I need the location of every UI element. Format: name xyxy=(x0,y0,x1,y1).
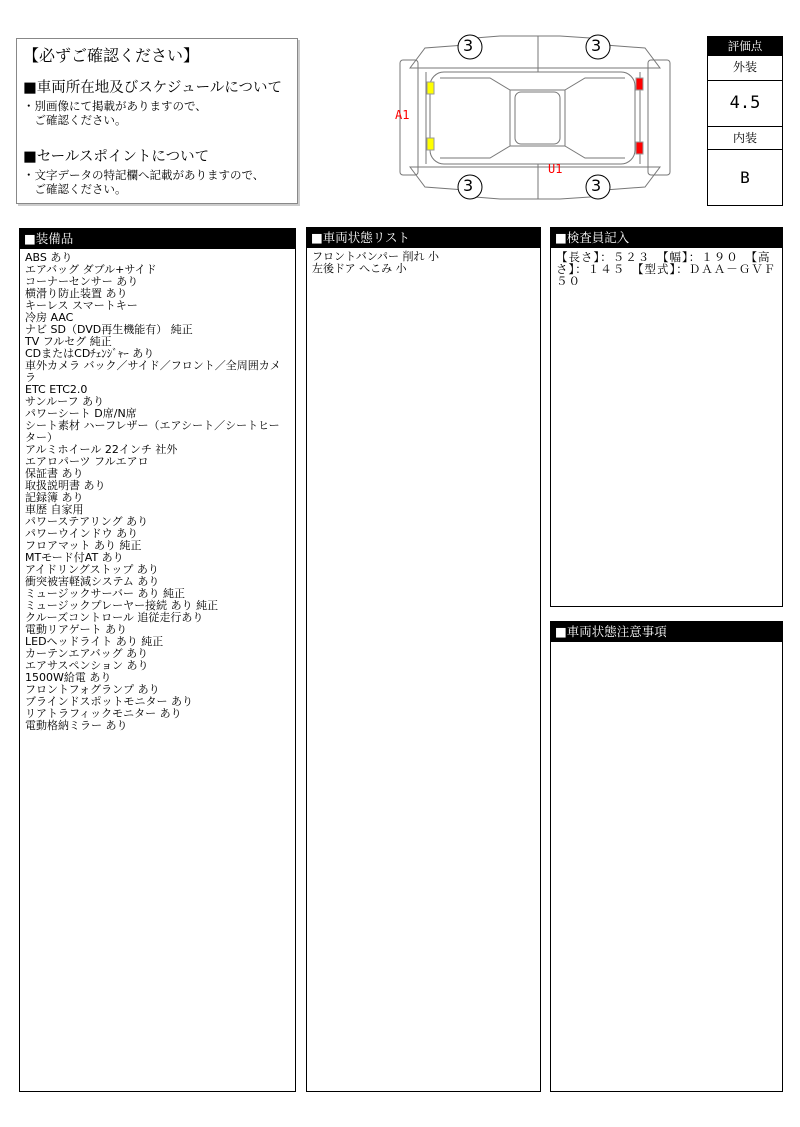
list-item: LEDヘッドライト あり 純正 xyxy=(25,635,164,648)
equipment-list xyxy=(20,249,295,735)
list-item: 電動リアゲート あり xyxy=(25,623,128,636)
notice-title: 【必ずご確認ください】 xyxy=(23,46,200,65)
car-outline-svg xyxy=(390,30,680,205)
inspector-text: 【長さ】：５２３ 【幅】：１９０ 【高さ】：１４５ 【型式】：ＤＡＡ－ＧＶＦ５０ xyxy=(556,250,777,288)
inspector-panel xyxy=(550,227,783,607)
rating-box xyxy=(707,36,783,206)
list-item: 衝突被害軽減システム あり xyxy=(25,575,160,588)
damage-mark-a1: A1 xyxy=(395,108,410,122)
list-item: ミュージックプレーヤー接続 あり 純正 xyxy=(25,599,219,612)
interior-label: 内装 xyxy=(708,127,782,150)
list-item: ABS あり xyxy=(25,251,73,264)
list-item: 1500W給電 あり xyxy=(25,671,112,684)
list-item: キーレス スマートキー xyxy=(25,299,138,312)
exterior-label: 外装 xyxy=(708,56,782,81)
list-item: ミュージックサーバー あり 純正 xyxy=(25,587,186,600)
tire-score-rear-top: 3 xyxy=(591,36,602,55)
notice-box xyxy=(16,38,298,204)
list-item: アイドリングストップ あり xyxy=(25,563,159,576)
list-item: 車外カメラ バック／サイド／フロント／全周囲カメラ xyxy=(25,359,281,384)
list-item: パワーウインドウ あり xyxy=(25,527,139,540)
list-item: カーテンエアバッグ あり xyxy=(25,647,149,660)
condition-list-panel xyxy=(306,227,541,1092)
list-item: 記録簿 あり xyxy=(25,491,84,504)
list-item: サンルーフ あり xyxy=(25,395,105,408)
car-diagram xyxy=(390,30,680,205)
condition-list-header: ■車両状態リスト xyxy=(307,228,540,248)
list-item: TV フルセグ 純正 xyxy=(25,335,112,348)
list-item: エアバッグ ダブル+サイド xyxy=(25,263,157,276)
tire-score-front-top: 3 xyxy=(463,36,474,55)
list-item: 保証書 あり xyxy=(25,467,84,480)
tire-score-front-bottom: 3 xyxy=(463,176,474,195)
equipment-header: ■装備品 xyxy=(20,229,295,249)
notes-header: ■車両状態注意事項 xyxy=(551,622,782,642)
list-item: パワーシート D席/N席 xyxy=(25,407,137,420)
tire-score-rear-bottom: 3 xyxy=(591,176,602,195)
notice-note-salespoint: ・文字データの特記欄へ記載がありますので、 ご確認ください。 xyxy=(23,168,265,196)
list-item: エアロパーツ フルエアロ xyxy=(25,455,149,468)
list-item: MTモード付AT あり xyxy=(25,551,124,564)
list-item: クルーズコントロール 追従走行あり xyxy=(25,611,204,624)
list-item: シート素材 ハーフレザー（エアシート／シートヒーター） xyxy=(25,419,280,444)
condition-list xyxy=(307,248,540,278)
list-item: フロアマット あり 純正 xyxy=(25,539,142,552)
list-item: エアサスペンション あり xyxy=(25,659,149,672)
list-item: ナビ SD（DVD再生機能有） 純正 xyxy=(25,323,193,336)
rear-left-lamp-mark xyxy=(636,78,643,90)
list-item: フロントフォグランプ あり xyxy=(25,683,160,696)
list-item: 取扱説明書 あり xyxy=(25,479,106,492)
notes-text xyxy=(551,642,782,648)
rear-right-lamp-mark xyxy=(636,142,643,154)
list-item: CDまたはCDﾁｪﾝｼﾞｬｰ あり xyxy=(25,347,155,360)
exterior-value: 4.5 xyxy=(708,81,782,127)
front-left-lamp-mark xyxy=(427,82,434,94)
rating-header: 評価点 xyxy=(708,37,782,56)
interior-value: B xyxy=(740,168,750,187)
list-item: 車歴 自家用 xyxy=(25,503,84,516)
list-item: ETC ETC2.0 xyxy=(25,383,88,396)
damage-mark-u1: U1 xyxy=(548,162,563,176)
notice-note-location: ・別画像にて掲載がありますので、 ご確認ください。 xyxy=(23,99,207,127)
list-item: 左後ドア へこみ 小 xyxy=(312,262,407,275)
notice-section-salespoint: ■セールスポイントについて xyxy=(23,149,210,165)
notice-section-location: ■車両所在地及びスケジュールについて xyxy=(23,80,283,96)
list-item: フロントバンパー 削れ 小 xyxy=(312,250,440,263)
list-item: リアトラフィックモニター あり xyxy=(25,707,182,720)
list-item: 冷房 AAC xyxy=(25,311,74,324)
list-item: パワーステアリング あり xyxy=(25,515,149,528)
list-item: 横滑り防止装置 あり xyxy=(25,287,128,300)
notes-panel xyxy=(550,621,783,1092)
list-item: コーナーセンサー あり xyxy=(25,275,139,288)
inspector-header: ■検査員記入 xyxy=(551,228,782,248)
list-item: 電動格納ミラー あり xyxy=(25,719,128,732)
list-item: アルミホイール 22インチ 社外 xyxy=(25,443,178,456)
front-right-lamp-mark xyxy=(427,138,434,150)
equipment-panel xyxy=(19,228,296,1092)
list-item: ブラインドスポットモニター あり xyxy=(25,695,194,708)
